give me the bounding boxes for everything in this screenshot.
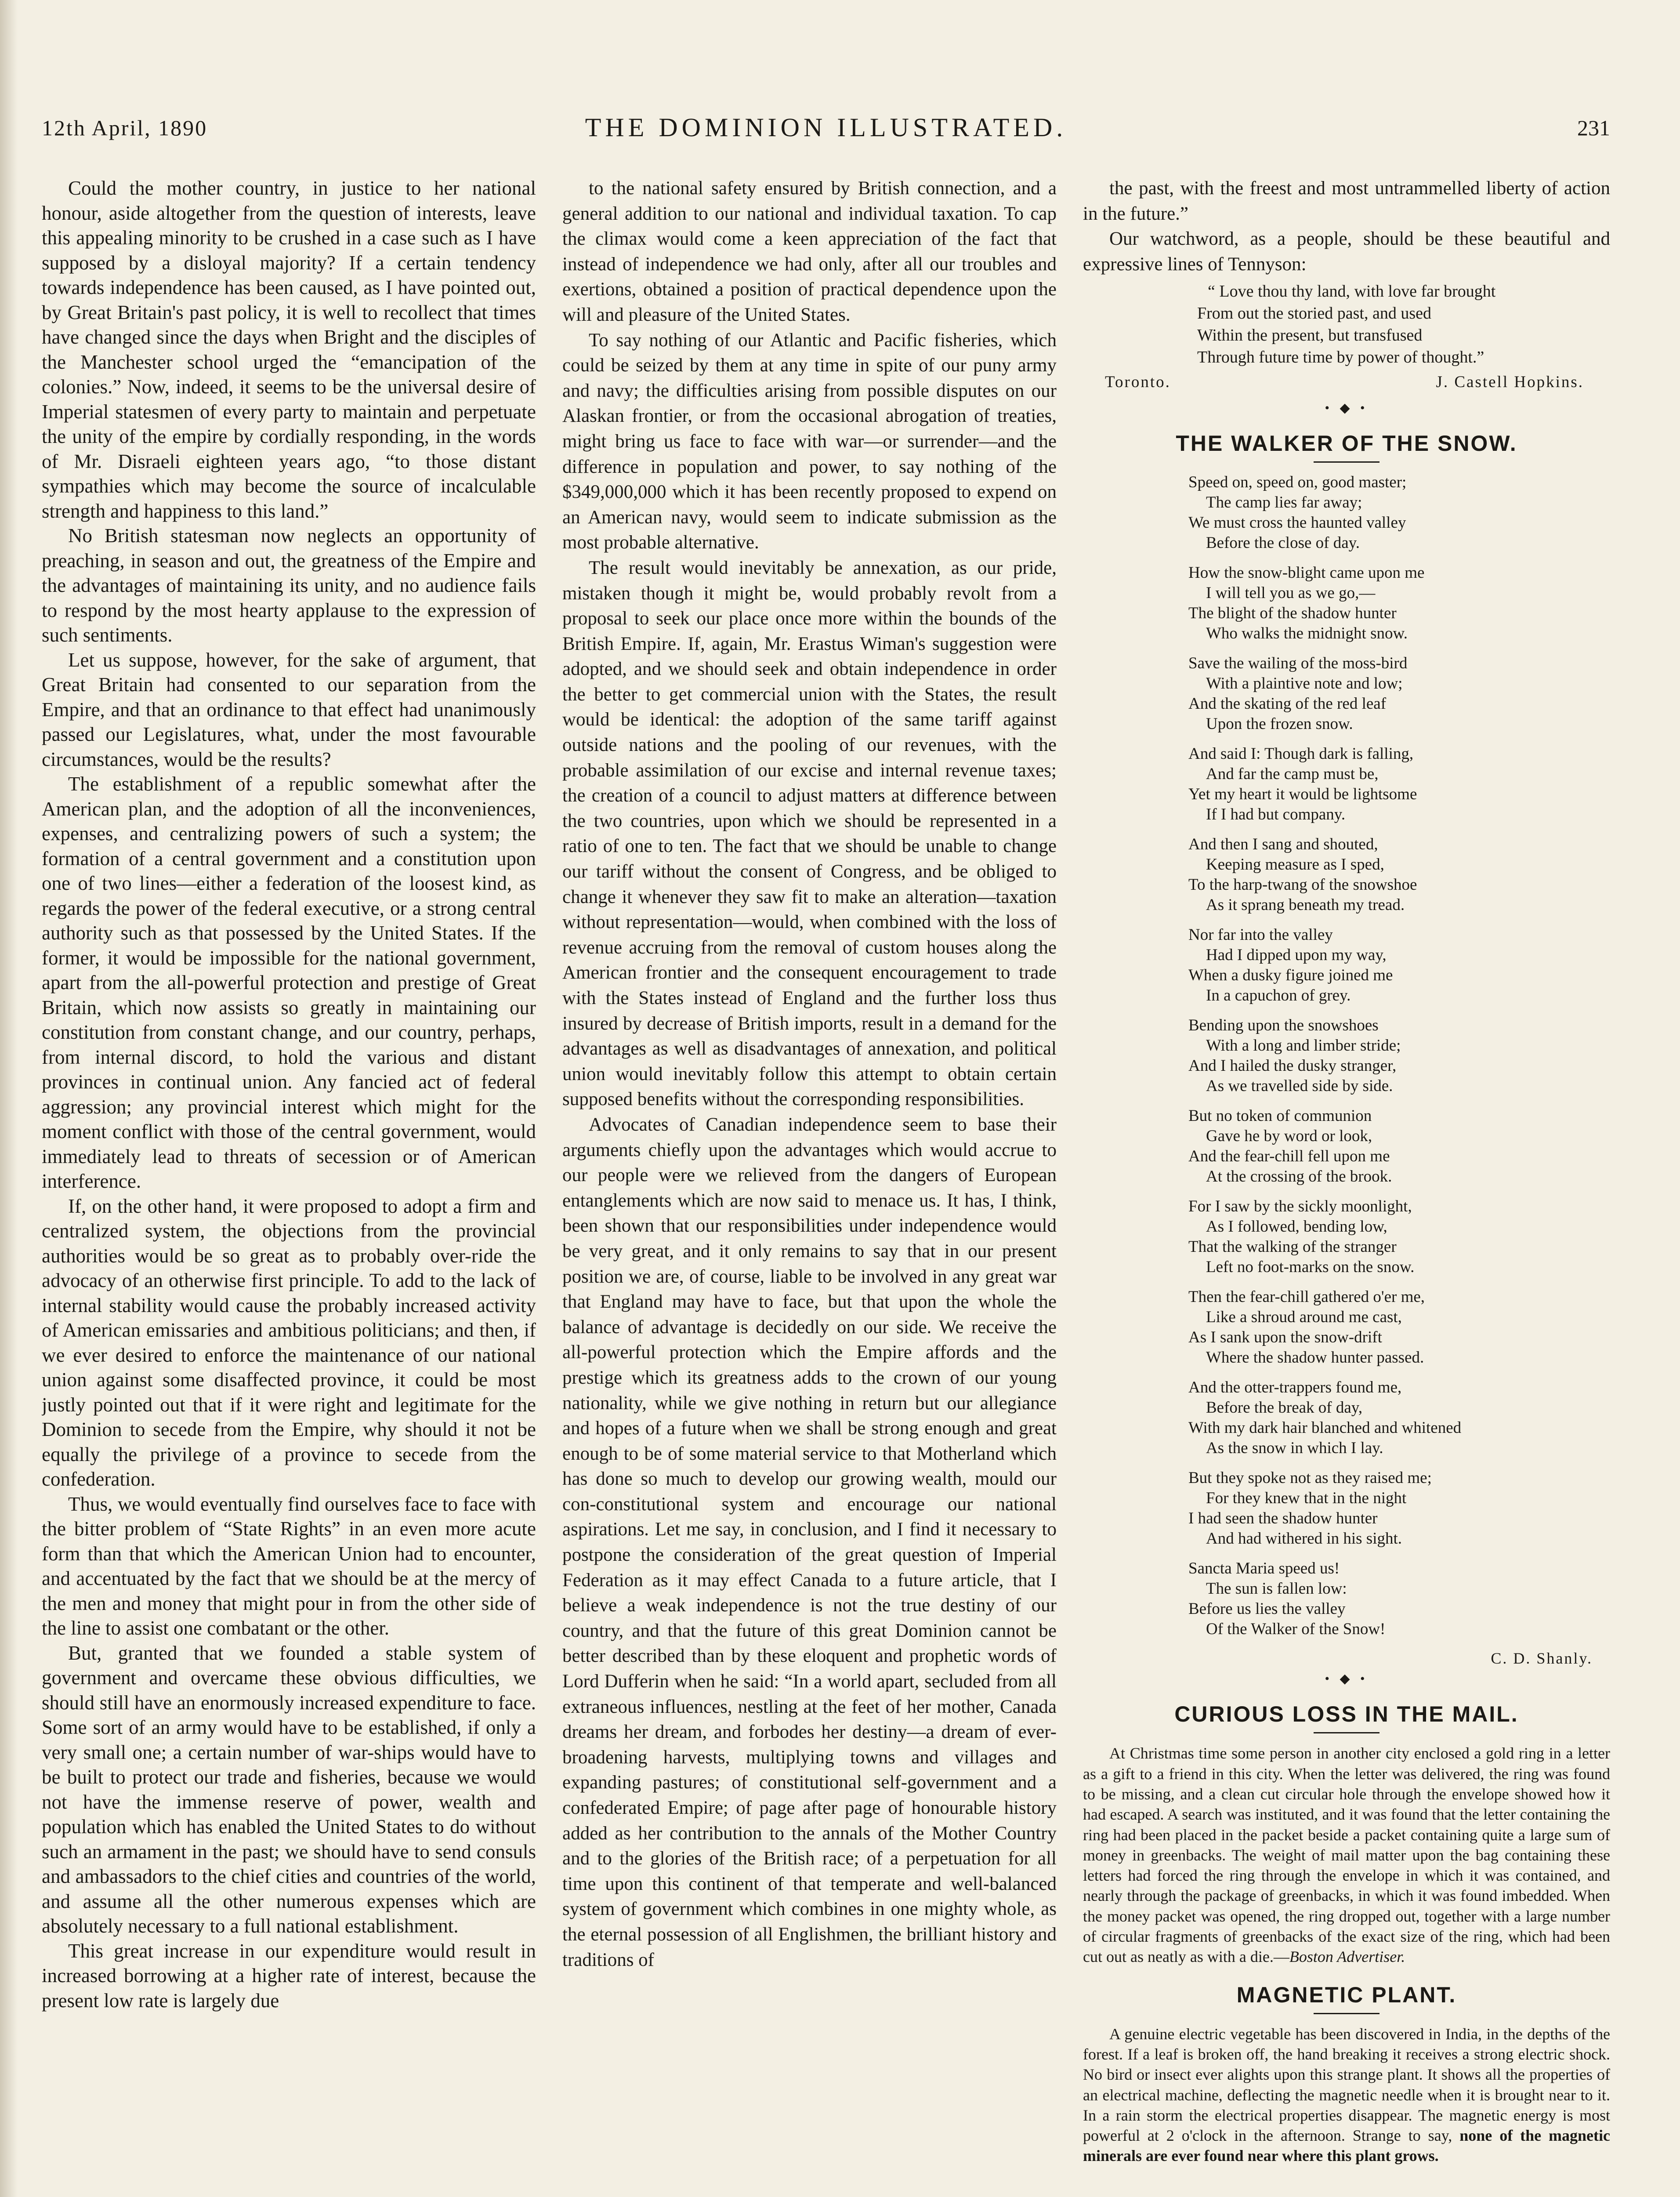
article-body xyxy=(1083,1743,1610,1967)
poem-line: How the snow-blight came upon me xyxy=(1188,564,1425,582)
poem-line: And far the camp must be, xyxy=(1206,765,1379,783)
quote-line: Within the present, but transfused xyxy=(1197,326,1423,345)
poem-stanza xyxy=(1188,472,1610,553)
title-rule xyxy=(1314,2013,1379,2014)
poem-line: And the fear-chill fell upon me xyxy=(1188,1147,1390,1166)
poem-stanza xyxy=(1188,1196,1610,1277)
poem-line: Speed on, speed on, good master; xyxy=(1188,473,1407,492)
poem-line: Before us lies the valley xyxy=(1188,1600,1346,1618)
poem-line: The camp lies far away; xyxy=(1206,493,1362,512)
poem-line: If I had but company. xyxy=(1206,805,1346,824)
poem-line: Bending upon the snowshoes xyxy=(1188,1016,1379,1035)
signature-place: Toronto. xyxy=(1105,373,1171,392)
article-text: A genuine electric vegetable has been discovered in India, in the depths of the forest. If a leaf is broken off, the hand breaking it receives a strong electric shock. No bird or insect ever alights upon this strange plant. It shows all the properties of an electrical machine, deflecting the magnetic needle when it is brought near to it. In a rain storm the electrical properties disappear. The magnetic energy is most powerful at 2 o'clock in the afternoon. Strange to say, xyxy=(1083,2025,1610,2145)
poem-stanza xyxy=(1188,1106,1610,1187)
paragraph: Let us suppose, however, for the sake of argument, that Great Britain had consented to our separation from the Empire, and that an ordinance to that effect had unanimously passed our Legislatures, what, under the most favourable circumstances, would be the results? xyxy=(42,649,536,770)
poem-line: At the crossing of the brook. xyxy=(1206,1167,1392,1186)
poem-line: Sancta Maria speed us! xyxy=(1188,1559,1340,1578)
poem-line: Yet my heart it would be lightsome xyxy=(1188,785,1417,804)
ornament-divider: • ◆ • xyxy=(1325,401,1369,416)
page-number: 231 xyxy=(1577,116,1610,140)
poem-line: Before the break of day, xyxy=(1206,1399,1363,1417)
poem-line: Nor far into the valley xyxy=(1188,926,1333,944)
poem-line: Then the fear-chill gathered o'er me, xyxy=(1188,1288,1425,1306)
poem-line: The sun is fallen low: xyxy=(1206,1580,1347,1598)
title-rule xyxy=(1314,1732,1379,1733)
poem-line: With a long and limber stride; xyxy=(1206,1037,1401,1055)
poem-line: I will tell you as we go,— xyxy=(1206,584,1376,602)
poem-line: As we travelled side by side. xyxy=(1206,1077,1393,1095)
paragraph: The establishment of a republic somewhat after the American plan, and the adoption of all the inconveniences, expenses, and centralizing powers of such a system; the formation of a central government and a constitution upon one of two lines—either a federation of the loosest kind, as regards the power of the federal executive, or a strong central authority such as that possessed by the United States. If the former, it would be impossible for the national government, apart from the all-powerful protection and prestige of Great Britain, which now assists so greatly in maintaining our constitution from constant change, and our country, perhaps, from internal discord, to hold the various and distant provinces in continual union. Any fancied act of federal aggression; any provincial interest which might for the moment conflict with those of the central government, would immediately lead to threats of secession or of American interference. xyxy=(42,773,536,1192)
tennyson-quote xyxy=(1197,280,1610,368)
poem-stanza xyxy=(1188,1468,1610,1549)
poem-line: And the skating of the red leaf xyxy=(1188,695,1387,713)
poem-line: As I followed, bending low, xyxy=(1206,1218,1387,1236)
signature-name: J. Castell Hopkins. xyxy=(1436,373,1584,392)
paragraph: But, granted that we founded a stable system of government and overcame these obvious difficulties, we should still have an enormously increased expenditure to face. Some sort of an army would have to be established, if only a very small one; a certain number of war-ships would have to be built to protect our trade and fisheries, because we would not have the immense reserve of power, wealth and population which has enabled the United States to do without such an armament in the past; we should have to send consuls and ambassadors to the chief cities and countries of the world, and assume all the other numerous expenses which are absolutely necessary to a full national establishment. xyxy=(42,1642,536,1937)
poem-stanza xyxy=(1188,744,1610,825)
poem-stanza xyxy=(1188,1287,1610,1368)
poem-line: That the walking of the stranger xyxy=(1188,1238,1397,1256)
poem-line: We must cross the haunted valley xyxy=(1188,514,1406,532)
poem-stanza xyxy=(1188,563,1610,644)
poem-title: THE WALKER OF THE SNOW. xyxy=(1176,431,1517,456)
page-header xyxy=(42,115,1610,150)
quote-line: From out the storied past, and used xyxy=(1197,304,1431,323)
poem-line: With a plaintive note and low; xyxy=(1206,674,1403,693)
poem-line: I had seen the shadow hunter xyxy=(1188,1509,1378,1528)
paragraph: To say nothing of our Atlantic and Pacific fisheries, which could be seized by them at any time in spite of our puny army and navy; the difficulties arising from possible disputes on our Alaskan frontier, or from the occasional abrogation of treaties, might bring us face to face with war—or surrender—and the difference in population and power, to say nothing of the $349,000,000 which it has been recently proposed to expend on an American navy, would seem to indicate submission as the most probable alternative. xyxy=(562,330,1057,553)
poem-line: The blight of the shadow hunter xyxy=(1188,604,1397,623)
column-3 xyxy=(1083,176,1610,2197)
poem-line: Keeping measure as I sped, xyxy=(1206,856,1384,874)
poem-line: Before the close of day. xyxy=(1206,534,1360,552)
poem-line: And then I sang and shouted, xyxy=(1188,835,1378,854)
article-body xyxy=(1083,2024,1610,2166)
issue-date: 12th April, 1890 xyxy=(42,116,208,140)
poem-line: Of the Walker of the Snow! xyxy=(1206,1620,1386,1639)
poem-stanza xyxy=(1188,653,1610,734)
title-rule xyxy=(1314,461,1379,463)
poem-line: When a dusky figure joined me xyxy=(1188,966,1393,985)
poem-line: And had withered in his sight. xyxy=(1206,1530,1402,1548)
article-title: MAGNETIC PLANT. xyxy=(1236,1982,1457,2007)
poem-line: But no token of communion xyxy=(1188,1107,1372,1125)
poem-line: As the snow in which I lay. xyxy=(1206,1439,1383,1457)
article-text: At Christmas time some person in another city enclosed a gold ring in a letter as a gift to a friend in this city. When the letter was delivered, the ring was found to be missing, and a clean cut circular hole through the envelope showed how it had escaped. A search was instituted, and it was found that the letter containing the ring had been placed in the packet beside a packet containing quite a large sum of money in greenbacks. The weight of mail matter upon the bag containing these letters had forced the ring through the envelope in which it was contained, and nearly through the package of greenbacks, in which it was found imbedded. When the money packet was opened, the ring dropped out, together with a large number of circular fragments of greenbacks of the exact size of the ring, which had been cut out as neatly as with a die.— xyxy=(1083,1744,1610,1966)
article-source: Boston Advertiser. xyxy=(1289,1948,1405,1966)
paragraph: to the national safety ensured by British connection, and a general addition to our national and individual taxation. To cap the climax would come a keen appreciation of the fact that instead of independence we had only, after all our troubles and exertions, obtained a position of practical dependence upon the will and pleasure of the United States. xyxy=(562,178,1057,325)
poem-line: Save the wailing of the moss-bird xyxy=(1188,654,1408,673)
poem-line: With my dark hair blanched and whitened xyxy=(1188,1419,1462,1437)
poem-line: Had I dipped upon my way, xyxy=(1206,946,1387,964)
paragraph: Could the mother country, in justice to her national honour, aside altogether from the question of interests, leave this appealing minority to be crushed in a case such as I have supposed by a disloyal majority? If a certain tendency towards independence has been caused, as I have pointed out, by Great Britain's past policy, it is well to recollect that times have changed since the days when Bright and the disciples of the Manchester school urged the “emancipation of the colonies.” Now, indeed, it seems to be the universal desire of Imperial statesmen of every party to maintain and perpetuate the unity of the empire by cordially responding, in the words of Mr. Disraeli eighteen years ago, “to those distant sympathies which may become the source of incalculable strength and happiness to this land.” xyxy=(42,177,536,522)
article-signature xyxy=(1105,373,1584,392)
poem-line: Who walks the midnight snow. xyxy=(1206,624,1408,643)
column-2 xyxy=(562,176,1057,2197)
paragraph: Advocates of Canadian independence seem to base their arguments chiefly upon the advantages which would accrue to our people were we relieved from the dangers of European entanglements which are now said to menace us. It has, I think, been shown that our responsibilities under independence would be very great, and it only remains to say that in our present position we are, of course, liable to be involved in any great war that England may have to face, but that upon the whole the balance of advantage is decidedly on our side. We receive the all-powerful protection which the Empire affords and the prestige which its greatness adds to the crown of our young nationality, while we give nothing in return but our allegiance and hopes of a future when we shall be strong enough and great enough to be of some material service to that Motherland which has done so much to develop our growing wealth, mould our con-constitutional system and encourage our national aspirations. Let me say, in conclusion, and I find it necessary to postpone the consideration of the great question of Imperial Federation as it may effect Canada to a future article, that I believe a weak independence is not the true destiny of our country, and that the future of this great Dominion cannot be better described than by these eloquent and prophetic words of Lord Dufferin when he said: “In a world apart, secluded from all extraneous influences, nestling at the feet of her mother, Canada dreams her dream, and forbodes her destiny—a dream of ever-broadening harvests, multiplying towns and villages and expanding pastures; of constitutional self-government and a confederated Empire; of page after page of honourable history added as her contribution to the annals of the Mother Country and to the glories of the British race; of a perpetuation for all time upon this continent of that temperate and well-balanced system of government which combines in one mighty whole, as the eternal possession of all Englishmen, the brilliant history and traditions of xyxy=(562,1114,1057,1970)
quote-line: Through future time by power of thought.” xyxy=(1197,348,1484,367)
column-1 xyxy=(42,176,536,2197)
article-title: CURIOUS LOSS IN THE MAIL. xyxy=(1174,1702,1519,1727)
paragraph: This great increase in our expenditure would result in increased borrowing at a higher rate of interest, because the present low rate is largely due xyxy=(42,1940,536,2012)
poem-line: In a capuchon of grey. xyxy=(1206,986,1351,1005)
poem-stanza xyxy=(1188,1378,1610,1458)
poem xyxy=(1188,472,1610,1639)
poem-author: C. D. Shanly. xyxy=(1491,1650,1593,1668)
paragraph: Thus, we would eventually find ourselves face to face with the bitter problem of “State Rights” in an even more acute form than that which the American Union had to encounter, and accentuated by the fact that we should be at the mercy of the men and money that might pour in from the other side of the line to assist one combatant or the other. xyxy=(42,1493,536,1639)
poem-line: Gave he by word or look, xyxy=(1206,1127,1372,1146)
poem-line: As I sank upon the snow-drift xyxy=(1188,1328,1382,1347)
paragraph: No British statesman now neglects an opportunity of preaching, in season and out, the greatness of the Empire and the advantages of maintaining its unity, and no audience fails to respond by the most hearty applause to the expression of such sentiments. xyxy=(42,525,536,646)
poem-line: For they knew that in the night xyxy=(1206,1489,1407,1508)
poem-line: Upon the frozen snow. xyxy=(1206,715,1353,733)
paragraph: If, on the other hand, it were proposed to adopt a firm and centralized system, the objections from the provincial authorities would be so great as to probably over-ride the advocacy of an otherwise first principle. To add to the lack of internal stability would cause the probably increased activity of American emissaries and ambitious politicians; and then, if we ever desired to enforce the maintenance of our national union against some disaffected province, it could be most justly pointed out that if it were right and legitimate for the Dominion to secede from the Empire, why should it not be equally the privilege of a province to secede from the confederation. xyxy=(42,1195,536,1490)
poem-line: Like a shroud around me cast, xyxy=(1206,1308,1402,1327)
binding-shadow xyxy=(0,0,18,2197)
article-text-bold: none of the magnetic minerals are ever found near where this plant grows. xyxy=(1083,2127,1610,2165)
ornament-divider: • ◆ • xyxy=(1325,1671,1369,1686)
poem-line: And I hailed the dusky stranger, xyxy=(1188,1057,1397,1075)
poem-line: To the harp-twang of the snowshoe xyxy=(1188,876,1417,894)
masthead-title: THE DOMINION ILLUSTRATED. xyxy=(585,113,1067,142)
poem-stanza xyxy=(1188,834,1610,915)
poem-line: And the otter-trappers found me, xyxy=(1188,1378,1402,1397)
poem-stanza xyxy=(1188,1015,1610,1096)
poem-stanza xyxy=(1188,1559,1610,1639)
paragraph: the past, with the freest and most untrammelled liberty of action in the future.” xyxy=(1083,178,1610,224)
paragraph: Our watchword, as a people, should be these beautiful and expressive lines of Tennyson: xyxy=(1083,228,1610,275)
poem-stanza xyxy=(1188,925,1610,1006)
poem-line: For I saw by the sickly moonlight, xyxy=(1188,1197,1412,1216)
poem-line: But they spoke not as they raised me; xyxy=(1188,1469,1432,1487)
paragraph: The result would inevitably be annexation, as our pride, mistaken though it might be, would probably revolt from a proposal to seek our place once more within the bounds of the British Empire. If, again, Mr. Erastus Wiman's suggestion were adopted, and we should seek and obtain independence in order the better to get commercial union with the States, the result would be identical: the adoption of the same tariff against outside nations and the pooling of our revenues, with the probable assimilation of our excise and internal revenue taxes; the creation of a council to adjust matters at difference between the two countries, upon which we should be represented in a ratio of one to ten. The fact that we should be unable to change our tariff without the consent of Congress, and be obliged to change it whenever they saw fit to make an alteration—taxation without representation—would, when combined with the loss of revenue accruing from the removal of custom houses along the American frontier and the consequent encouragement to trade with the States instead of England and the further loss thus insured by decrease of British imports, result in a demand for the advantages as well as disadvantages of annexation, and political union would inevitably follow this attempt to obtain certain supposed benefits without the corresponding responsibilities. xyxy=(562,557,1057,1110)
quote-line: “ Love thou thy land, with love far brought xyxy=(1208,282,1496,301)
poem-line: Left no foot-marks on the snow. xyxy=(1206,1258,1415,1276)
poem-line: And said I: Though dark is falling, xyxy=(1188,745,1414,763)
poem-line: Where the shadow hunter passed. xyxy=(1206,1349,1424,1367)
poem-line: As it sprang beneath my tread. xyxy=(1206,896,1405,914)
